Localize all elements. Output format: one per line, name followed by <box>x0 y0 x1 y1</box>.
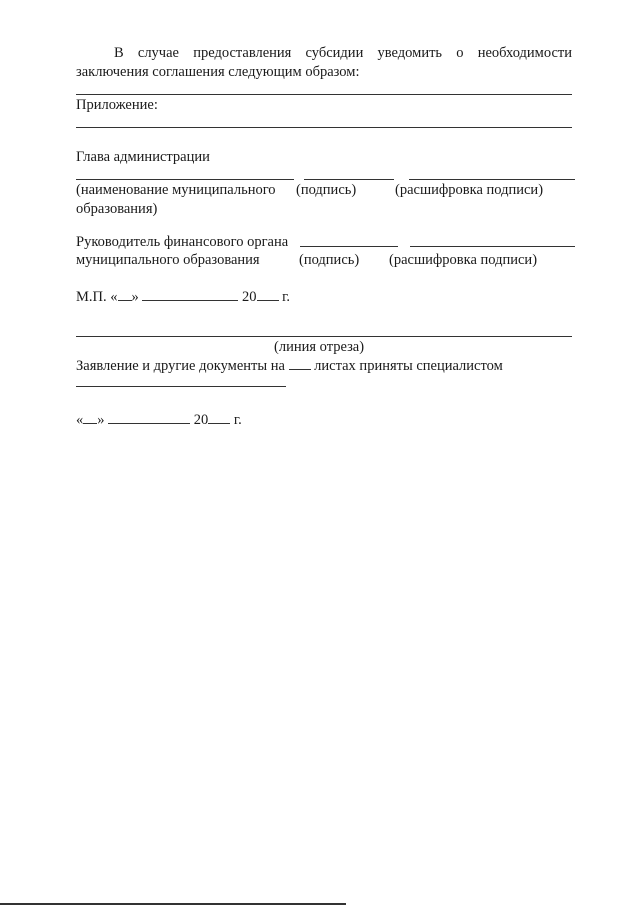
head-name-line <box>76 179 294 180</box>
intro-line-2: заключения соглашения следующим образом: <box>76 64 360 80</box>
stamp-close-quote: » <box>131 289 139 305</box>
finance-decoding-line <box>410 246 575 247</box>
head-caption-name-2: образования) <box>76 201 158 217</box>
head-caption-name: (наименование муниципального <box>76 182 276 198</box>
cut-line <box>76 336 572 337</box>
stamp-day-blank <box>118 288 132 301</box>
receipt-text-after: листах приняты специалистом <box>314 358 503 374</box>
receipt-year-blank <box>208 411 230 424</box>
finance-signature-line <box>300 246 398 247</box>
stamp-year-blank <box>257 288 279 301</box>
finance-title-line-2: муниципального образования <box>76 252 260 268</box>
cut-line-label: (линия отреза) <box>274 339 365 355</box>
receipt-line <box>76 357 503 374</box>
receipt-month-blank <box>108 411 190 424</box>
attachment-line <box>76 127 572 128</box>
receipt-close-quote: » <box>97 412 105 428</box>
attachment-label: Приложение: <box>76 97 158 113</box>
stamp-year-prefix: 20 <box>242 289 257 305</box>
finance-caption-signature: (подпись) <box>299 252 360 268</box>
receipt-year-prefix: 20 <box>193 412 209 428</box>
head-decoding-line <box>409 179 575 180</box>
receipt-text-before: Заявление и другие документы на <box>76 358 285 374</box>
head-caption-decoding: (расшифровка подписи) <box>395 182 544 198</box>
intro-line-1: В случае предоставления субсидии уведомить о необходимости <box>114 45 572 61</box>
receipt-sheets-blank <box>289 357 311 370</box>
receipt-open-quote: « <box>76 412 84 428</box>
stamp-month-blank <box>142 288 238 301</box>
receipt-year-suffix: г. <box>233 412 242 428</box>
finance-title-line-1: Руководитель финансового органа <box>76 234 289 250</box>
head-title: Глава администрации <box>76 149 210 165</box>
finance-caption-decoding: (расшифровка подписи) <box>389 252 538 268</box>
stamp-open-quote: « <box>110 289 118 305</box>
head-signature-line <box>304 179 394 180</box>
stamp-year-suffix: г. <box>282 289 291 305</box>
head-caption-signature: (подпись) <box>296 182 357 198</box>
stamp-date-line <box>76 288 290 305</box>
specialist-line <box>76 386 286 387</box>
receipt-day-blank <box>83 411 97 424</box>
blank-line <box>76 94 572 95</box>
receipt-date-line <box>76 411 242 428</box>
stamp-mp: М.П. <box>76 289 107 305</box>
